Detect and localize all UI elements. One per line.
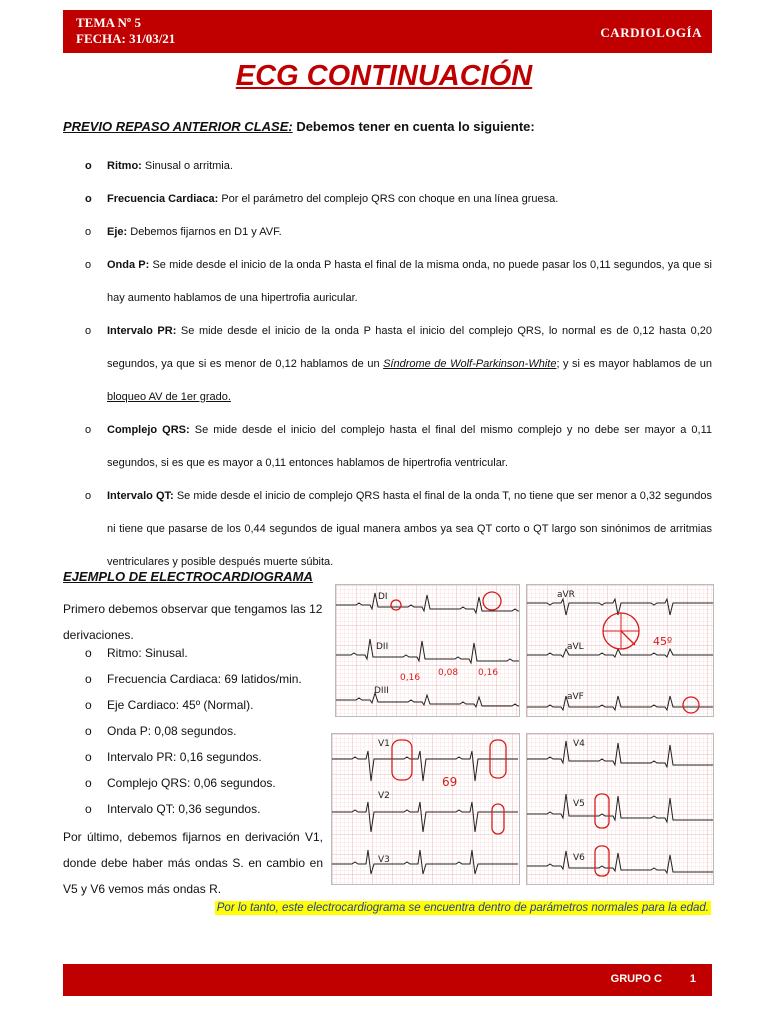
list-item xyxy=(63,692,302,718)
item-text: ; y si es mayor hablamos de un xyxy=(556,358,712,370)
lead-label-avr: aVR xyxy=(557,590,575,600)
item-term: Frecuencia Cardiaca: xyxy=(107,193,219,205)
bullet-marker: o xyxy=(85,750,92,764)
item-term: Intervalo PR: xyxy=(107,325,177,337)
annotation-qt: 0,16 xyxy=(478,668,499,678)
annotation-pr: 0,16 xyxy=(400,673,421,683)
bullet-marker: o xyxy=(85,646,92,660)
item-term: Intervalo QT: xyxy=(107,490,174,502)
intro-line xyxy=(63,119,535,134)
footer-band xyxy=(63,964,712,996)
item-text: Eje Cardiaco: 45º (Normal). xyxy=(107,698,254,712)
item-text: Intervalo QT: 0,36 segundos. xyxy=(107,802,261,816)
lead-label-v1: V1 xyxy=(378,739,390,749)
item-text: Onda P: 0,08 segundos. xyxy=(107,724,237,738)
lead-label-avf: aVF xyxy=(567,692,584,702)
annotation-rate: 69 xyxy=(442,775,458,789)
item-text: Ritmo: Sinusal. xyxy=(107,646,188,660)
list-item xyxy=(63,216,712,249)
bullet-marker: o xyxy=(85,698,92,712)
ecg-precordial-right-image xyxy=(526,733,714,885)
list-item xyxy=(63,249,712,315)
intro-heading: PREVIO REPASO ANTERIOR CLASE: xyxy=(63,119,293,134)
review-list xyxy=(63,150,712,579)
ecg-limb-leads-image xyxy=(335,584,520,717)
item-text: Intervalo PR: 0,16 segundos. xyxy=(107,750,262,764)
lead-label-avl: aVL xyxy=(567,642,584,652)
av-block-link-text: bloqueo AV de 1er grado. xyxy=(107,391,231,403)
item-text: Por el parámetro del complejo QRS con choque en una línea gruesa. xyxy=(218,193,559,205)
bullet-marker: o xyxy=(85,259,92,271)
item-text: Frecuencia Cardiaca: 69 latidos/min. xyxy=(107,672,302,686)
bullet-marker: o xyxy=(85,424,92,436)
list-item xyxy=(63,770,302,796)
lead-label-v3: V3 xyxy=(378,855,390,865)
item-text: Se mide desde el inicio de la onda P hasta el inicio del complejo QRS, lo normal es de 0,12 hasta 0,20 segundos, ya que si es menor de 0,12 hablamos de un xyxy=(107,325,712,370)
bullet-marker: o xyxy=(85,776,92,790)
list-item xyxy=(63,744,302,770)
lead-label-v4: V4 xyxy=(573,739,585,749)
item-term: Eje: xyxy=(107,226,128,238)
fecha-label: FECHA: 31/03/21 xyxy=(76,31,176,46)
list-item xyxy=(63,640,302,666)
annotation-p: 0,08 xyxy=(438,668,459,678)
list-item xyxy=(63,666,302,692)
bullet-marker: o xyxy=(85,325,92,337)
wpw-link-text: Síndrome de Wolf-Parkinson-White xyxy=(383,358,557,370)
lead-label-dii: DII xyxy=(376,642,389,652)
item-term: Ritmo: xyxy=(107,160,142,172)
ecg-precordial-left-image xyxy=(331,733,520,885)
list-item xyxy=(63,315,712,414)
bullet-marker: o xyxy=(85,802,92,816)
item-text: Se mide desde el inicio de la onda P hasta el final de la misma onda, no puede pasar los 0,11 segundos, ya que si hay aumento hablamos de una hipertrofia auricular. xyxy=(107,259,712,304)
conclusion-highlight: Por lo tanto, este electrocardiograma se encuentra dentro de parámetros normales para la edad. xyxy=(216,902,709,914)
lead-label-v5: V5 xyxy=(573,799,585,809)
footer-group: GRUPO C xyxy=(610,973,662,985)
intro-text: Debemos tener en cuenta lo siguiente: xyxy=(292,119,535,134)
list-item xyxy=(63,718,302,744)
ecg-augmented-leads-image xyxy=(526,584,714,717)
example-heading: EJEMPLO DE ELECTROCARDIOGRAMA xyxy=(63,569,313,584)
bullet-marker: o xyxy=(85,490,92,502)
bullet-marker: o xyxy=(85,226,92,238)
page-number: 1 xyxy=(689,973,696,985)
tema-label: TEMA Nº 5 xyxy=(76,15,141,30)
item-text: Complejo QRS: 0,06 segundos. xyxy=(107,776,276,790)
item-term: Complejo QRS: xyxy=(107,424,190,436)
item-text: Se mide desde el inicio de complejo QRS hasta el final de la onda T, no tiene que ser menor a 0,32 segundos ni tiene que pasarse de los 0,44 segundos de igual manera ambos ya sea QT corto o QT largo son sinónimos de arritmias ventriculares y posible después muerte súbita. xyxy=(107,490,712,568)
document-title: ECG CONTINUACIÓN xyxy=(235,60,533,92)
header-left xyxy=(76,15,175,47)
bullet-marker: o xyxy=(85,672,92,686)
item-text: Sinusal o arritmia. xyxy=(141,160,233,172)
example-intro: Primero debemos observar que tengamos las 12 derivaciones. xyxy=(63,602,323,642)
subject-label: CARDIOLOGÍA xyxy=(600,25,702,40)
list-item xyxy=(63,183,712,216)
list-item xyxy=(63,414,712,480)
item-term: Onda P: xyxy=(107,259,150,271)
bullet-marker: o xyxy=(85,724,92,738)
item-text: Debemos fijarnos en D1 y AVF. xyxy=(127,226,282,238)
example-final: Por último, debemos fijarnos en derivación V1, donde debe haber más ondas S. en cambio en V5 y V6 vemos más ondas R. xyxy=(63,830,323,896)
list-item xyxy=(63,796,302,822)
list-item xyxy=(63,150,712,183)
bullet-marker: o xyxy=(85,160,92,172)
list-item xyxy=(63,480,712,579)
example-list xyxy=(63,640,302,822)
bullet-marker: o xyxy=(85,193,92,205)
lead-label-v6: V6 xyxy=(573,853,585,863)
lead-label-diii: DIII xyxy=(374,686,389,696)
item-text: Se mide desde el inicio del complejo hasta el final del mismo complejo y no debe ser mayor a 0,11 segundos, si es que es mayor a 0,11 entonces hablamos de hipertrofia ventricular. xyxy=(107,424,713,469)
lead-label-di: DI xyxy=(378,592,388,602)
header-band xyxy=(63,10,712,53)
lead-label-v2: V2 xyxy=(378,791,390,801)
annotation-axis: 45º xyxy=(653,635,673,648)
